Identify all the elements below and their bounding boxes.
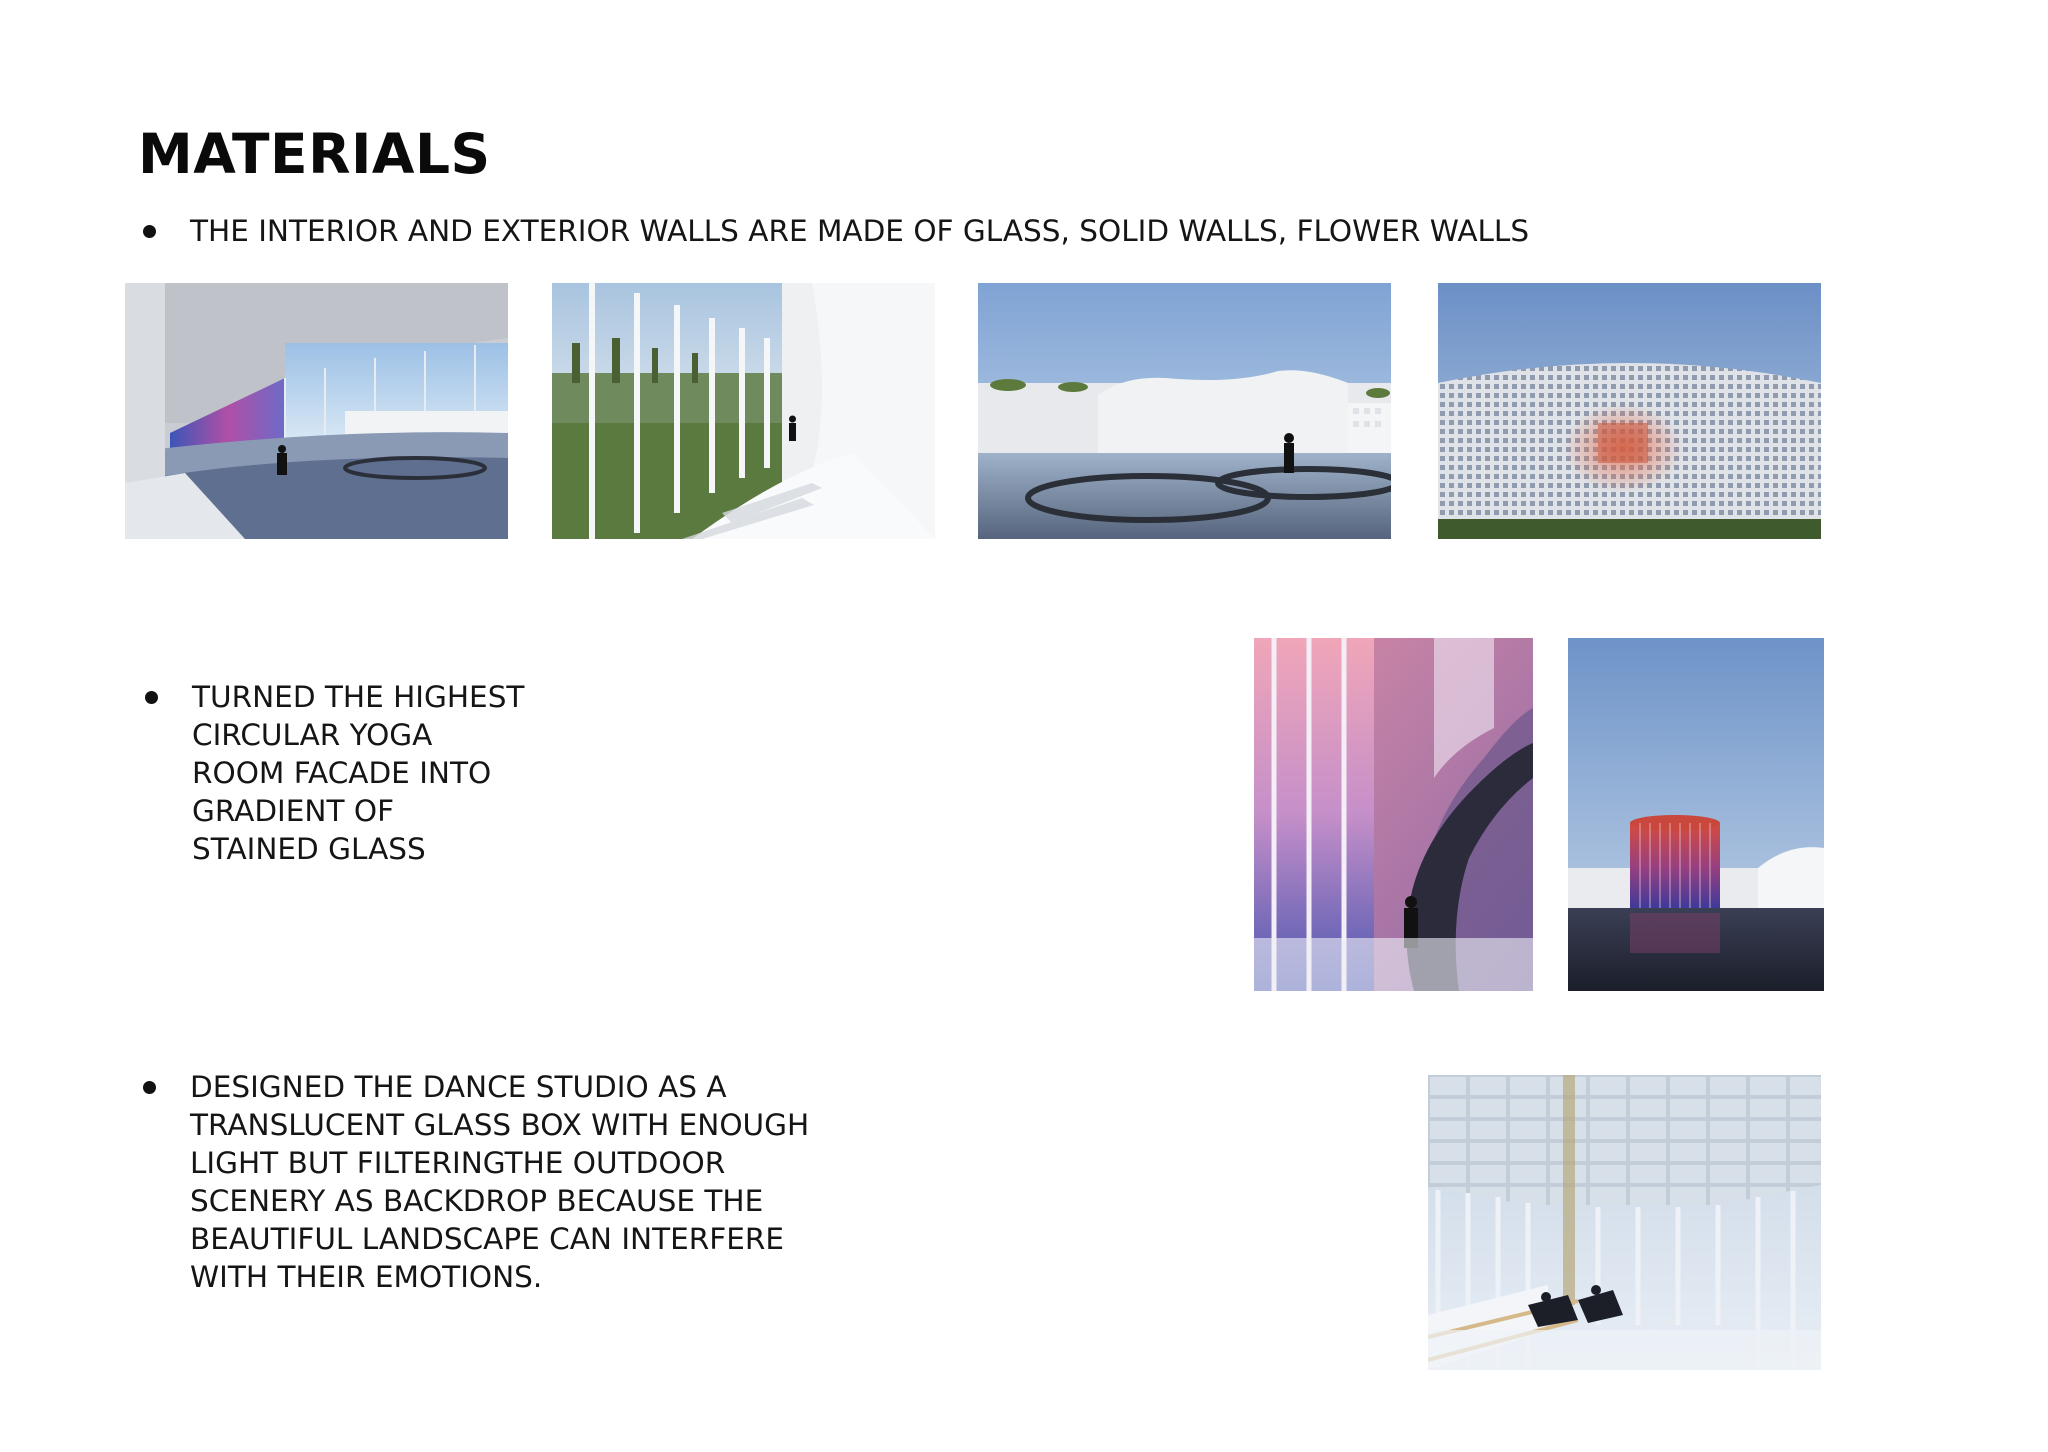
photo-curved-glass-corridor [125,283,508,539]
bullet-point-icon [145,691,158,704]
bullet-walls-text: THE INTERIOR AND EXTERIOR WALLS ARE MADE OF GLASS, SOLID WALLS, FLOWER WALLS [190,214,1530,248]
bullet-yoga-room [145,678,524,868]
photo-flower-wall-pattern [1438,283,1821,539]
photo-translucent-dance-studio [1428,1075,1821,1370]
bullet-yoga-room-text: TURNED THE HIGHEST CIRCULAR YOGA ROOM FACADE INTO GRADIENT OF STAINED GLASS [192,680,525,866]
photo-solid-white-wall [978,283,1391,539]
bullet-point-icon [143,225,156,238]
bullet-point-icon [143,1081,156,1094]
bullet-dance-studio-text: DESIGNED THE DANCE STUDIO AS A TRANSLUCENT GLASS BOX WITH ENOUGH LIGHT BUT FILTERINGTHE OUTDOOR SCENERY AS BACKDROP BECAUSE THE BEAUTIFUL LANDSCAPE CAN INTERFERE WITH THEIR EMOTIONS. [190,1070,810,1294]
photo-glass-hallway [552,283,935,539]
photo-stained-glass-interior [1254,638,1533,991]
photo-stained-glass-yoga-tower [1568,638,1824,991]
page-title: MATERIALS [138,122,491,186]
bullet-walls [143,212,1529,250]
bullet-dance-studio [143,1068,809,1296]
